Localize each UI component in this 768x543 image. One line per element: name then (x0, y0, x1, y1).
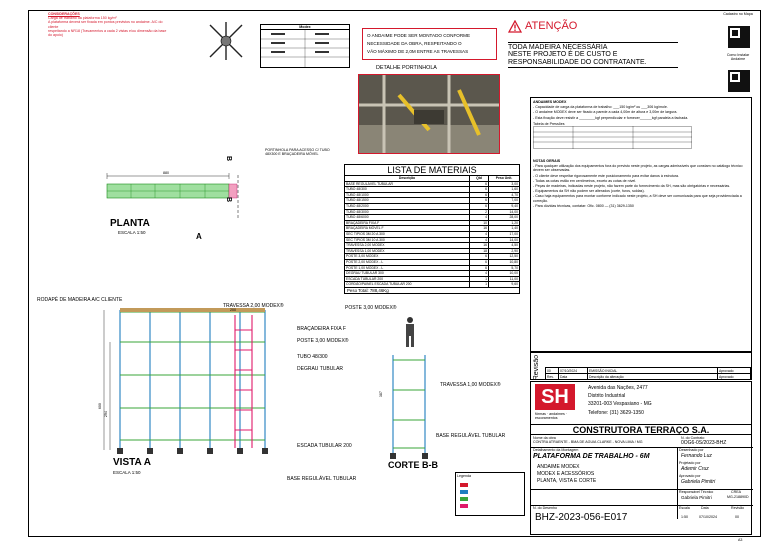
note-line: - Todas as cotas estão em centímetros, exceto as cotas de nível. (533, 178, 637, 183)
considerations-line: Carga de trabalho da plataforma 150 kg/m² (48, 16, 117, 21)
materials-cell: SEC TIPIOS 3M 10 A 300 (345, 237, 470, 243)
materials-cell: 1,20 (489, 220, 520, 226)
materials-cell: TRAVESSA 2,00 MODEX (345, 243, 470, 249)
materials-cell: 4,50 (489, 243, 520, 249)
modex-table (260, 24, 350, 68)
date-label: Data (701, 506, 709, 510)
materials-cell: POSTE 3,00 MODEX (345, 254, 470, 260)
materials-cell: 1,60 (489, 187, 520, 193)
worker-figure (402, 316, 418, 348)
cut-b-dimension: 387 (378, 391, 383, 398)
title-block (530, 435, 752, 535)
materials-cell: BASE REGULÁVEL TUBULAR (345, 181, 470, 187)
company-address-1: Avenida das Nações, 2477 (588, 385, 648, 391)
revision-table (545, 367, 751, 380)
date-value: 07/10/2024 (699, 515, 717, 519)
sh-logo: SH (535, 384, 575, 410)
materials-cell: 6 (470, 203, 489, 209)
materials-cell: TUBO 48/3000 (345, 209, 470, 215)
label-base-cut-b: BASE REGULÁVEL TUBULAR (436, 433, 506, 439)
cut-b-marker-bottom: B (225, 196, 233, 203)
contract-value: 0OG6-0S/2023-BHZ (681, 440, 727, 446)
note-line: - Equipamentos da SH não podem ser alterados (corte, furos, soldas). (533, 189, 645, 194)
materials-cell: 1 (470, 282, 489, 288)
attention-line: RESPONSABILIDADE DO CONTRATANTE. (508, 58, 647, 66)
company-block (530, 381, 752, 425)
plan-scale: ESCALA 1:50 (118, 230, 146, 235)
materials-cell: TUBO 48/1000 (345, 192, 470, 198)
materials-cell: 2 (470, 209, 489, 215)
note-line: - Para dúvidas técnicas, contatar: Ofic. 0800 — (31) 3629-1350 (533, 203, 634, 208)
label-degrau: DEGRAU TUBULAR (297, 366, 344, 372)
revision-header: Aprovado (718, 374, 751, 380)
materials-cell: TUBO 48/1500 (345, 198, 470, 204)
revision-cell: Aprovado (718, 368, 751, 374)
materials-cell: 7,00 (489, 198, 520, 204)
contract-label: N. do Contrato (681, 436, 705, 440)
materials-cell: TUBO 48/300 (345, 187, 470, 193)
notes-block (530, 97, 752, 352)
materials-cell: 1 (470, 276, 489, 282)
note-line: - Esta fixação deve resistir a ________kgf perpendicular e fornecer______kgf paralela a fachada. (533, 115, 689, 120)
resp-label: Responsável Técnico (679, 490, 714, 494)
materials-cell: DEGRAU TUBULAR 300 (345, 271, 470, 277)
warning-line: NECESSIDADE DA OBRA, RESPEITANDO O (367, 41, 462, 46)
materials-cell: 12,50 (489, 254, 520, 260)
attention-title: ATENÇÃO (525, 20, 578, 32)
pressure-table-title: Tabela de Pressões (533, 121, 565, 126)
view-a-dimension-total: 600 (97, 403, 102, 410)
detail-photo-drawing (359, 75, 499, 153)
materials-cell: TUBO 48/6000 (345, 215, 470, 221)
rev-value: 00 (735, 515, 739, 519)
note-line: - Capacidade de carga da plataforma de trabalho: ___150 kg/m² ou ___306 kg/mole. (533, 105, 668, 110)
cut-b-title: CORTE B-B (388, 460, 438, 470)
materials-cell: 4 (470, 215, 489, 221)
notes-section-title: ANDAIMES MODEX (533, 100, 567, 104)
materials-cell: 1,40 (489, 226, 520, 232)
plan-title: PLANTA (110, 218, 150, 229)
company-address-2: Distrito Industrial (588, 393, 626, 399)
materials-row (345, 282, 520, 288)
note-line: - O cliente deve respeitar rigorosamente este posicionamento para evitar danos à estrutura. (533, 173, 680, 178)
revision-block (530, 352, 752, 380)
materials-header: Qtd (470, 176, 489, 182)
materials-cell: BRAÇADEIRA FIXA F (345, 220, 470, 226)
qr-code-map[interactable] (728, 26, 750, 48)
materials-cell: POSTE 1,00 MODEX - L (345, 265, 470, 271)
detail-title: DETALHE PORTINHOLA (376, 65, 437, 71)
label-rodape: RODAPÉ DE MADEIRA A/C CLIENTE (37, 297, 123, 303)
materials-cell: 4 (470, 271, 489, 277)
project-item: MODEX E ACESSÓRIOS (537, 471, 595, 477)
label-poste-3-view-a: POSTE 3,00 MODEX® (297, 338, 349, 344)
label-base-view-a: BASE REGULÁVEL TUBULAR (287, 476, 357, 482)
check-value: Gabriela Pimitri (681, 479, 716, 485)
materials-cell: TRAVESSA 1,00 MODEX (345, 248, 470, 254)
label-travessa-1: TRAVESSA 1,00 MODEX® (440, 382, 501, 388)
notes-section-title: NOTAS GERAIS (533, 159, 561, 164)
materials-cell: ESCADA TUBULAR 200 (345, 276, 470, 282)
rev-label: Revisão (731, 506, 744, 510)
considerations-title: CONSIDERAÇÕES (48, 12, 80, 16)
materials-cell: 3,00 (489, 181, 520, 187)
materials-cell: 16 (470, 226, 489, 232)
qr-label-bottom: Como Instalar Andaime (726, 53, 750, 62)
materials-total: Peso Total: 788,46Kg (344, 288, 520, 294)
client-name: CONSTRUTORA TERRAÇO S.A. (530, 425, 752, 435)
plan-dimension: 880 (163, 171, 169, 175)
materials-header: Descrição (345, 176, 470, 182)
project-value: PLATAFORMA DE TRABALHO - 6M (533, 453, 650, 460)
cut-b-marker-top: B (225, 155, 233, 162)
materials-cell: 6 (470, 181, 489, 187)
note-line: - Peças de madeiras, indicadas neste projeto, não fazem parte do fornecimento da SH, mas são obrigatórias e necessárias. (533, 184, 731, 189)
crea-label: CREA (731, 490, 741, 494)
materials-cell: TUBO 48/2000 (345, 203, 470, 209)
revision-header: Data (559, 374, 588, 380)
label-poste-3-cut-b: POSTE 3,00 MODEX® (345, 305, 397, 311)
materials-cell: 28,00 (489, 215, 520, 221)
warning-triangle-icon (508, 20, 522, 33)
materials-cell: 2,90 (489, 248, 520, 254)
legend-swatches (456, 479, 524, 515)
revision-label: Revisão (533, 355, 540, 381)
materials-cell: 14,00 (489, 209, 520, 215)
materials-cell: 10,00 (489, 271, 520, 277)
materials-cell: 6 (470, 198, 489, 204)
note-line: - O andaime MODEX deve ser fixado a parede a cada 4,00m de altura e 3,00m de largura. (533, 110, 678, 115)
plan-note: PORTINHOLA PARA ACESSO C/ TUBO 48X300 E BRAÇADEIRA MÓVEL (265, 148, 330, 157)
note-line: - Para qualquer utilização dos equipamentos fora do previsto neste projeto, as cargas admissíveis que constam no catálogo técnico devem ser observadas. (533, 164, 743, 173)
sheet-format: A3 (738, 538, 743, 542)
plan-view-drawing (95, 170, 245, 220)
design-value: Ademir Cruz (681, 466, 709, 472)
materials-cell: 10,80 (489, 259, 520, 265)
cut-b-drawing (385, 340, 435, 460)
materials-list (344, 164, 520, 294)
resp-value: Gabriela Pimitri (681, 495, 712, 500)
materials-cell: 5,70 (489, 265, 520, 271)
materials-cell: POSTE 2,00 MODEX - L (345, 259, 470, 265)
obra-label: Nome da obra (533, 436, 556, 440)
legend-box (455, 472, 525, 516)
drawn-value: Fernando Luz (681, 453, 712, 459)
project-label: Detalhamento da Montagem (533, 448, 579, 452)
materials-cell: 6 (470, 265, 489, 271)
design-label: Projetado por (679, 461, 701, 465)
materials-cell: 4,70 (489, 192, 520, 198)
revision-header: Rev. (546, 374, 559, 380)
pressure-table (533, 126, 693, 150)
materials-cell: 6 (470, 254, 489, 260)
drawn-label: Desenhado por (679, 448, 704, 452)
modex-table-grid (261, 30, 349, 68)
materials-title: LISTA DE MATERIAIS (344, 164, 520, 175)
materials-cell: 4 (470, 237, 489, 243)
materials-cell: 6 (470, 192, 489, 198)
revision-cell: 00 (546, 368, 559, 374)
label-travessa-2: TRAVESSA 2,00 MODEX® (223, 303, 284, 309)
view-a-title: VISTA A (113, 457, 151, 468)
materials-cell: BRAÇADEIRA MÓVEL F (345, 226, 470, 232)
considerations-block (48, 12, 168, 37)
view-a-dimension-b: 200 (230, 308, 236, 312)
materials-header: Peso Unit. (489, 176, 520, 182)
company-tagline: fôrmas · andaimes · escoramentos (535, 412, 567, 421)
detail-photo (358, 74, 500, 154)
materials-cell: SEC TIPIOS 3M 20 A 300 (345, 231, 470, 237)
materials-cell: 4 (470, 231, 489, 237)
crea-value: MG-218890D (727, 495, 749, 499)
drawing-label: N. do Desenho (533, 506, 557, 510)
cut-a-marker: A (196, 232, 202, 241)
revision-cell: EMISSÃO INICIAL (588, 368, 718, 374)
materials-cell: 10 (470, 220, 489, 226)
materials-cell: 9,40 (489, 203, 520, 209)
label-bracadeira: BRAÇADEIRA FIXA F (297, 326, 346, 332)
materials-cell: 6 (470, 187, 489, 193)
considerations-line: respeitando a NR18 (Travamentos a cada 2 vistas e/ou dimensão da base do apoio) (48, 28, 167, 38)
legend-title: Legenda (457, 474, 471, 478)
project-item: ANDAIME MODEX (537, 464, 580, 470)
attention-line: TODA MADEIRA NECESSÁRIA (508, 44, 608, 51)
warning-line: O ANDAIME PODE SER MONTADO CONFORME (367, 33, 471, 38)
materials-cell: 18 (470, 248, 489, 254)
node-detail-drawing (205, 20, 247, 62)
label-escada: ESCADA TUBULAR 200 (297, 443, 352, 449)
warning-box (362, 28, 497, 60)
materials-cell: 6 (470, 259, 489, 265)
materials-table (344, 175, 520, 288)
warning-line: VÃO MÁXIMO DE 2,0M ENTRE AS TRAVESSAS (367, 49, 469, 54)
scale-label: Escala (679, 506, 690, 510)
materials-cell: 9,60 (489, 282, 520, 288)
drawing-number: BHZ-2023-056-E017 (535, 512, 628, 523)
qr-code-install[interactable] (728, 70, 750, 92)
label-tubo: TUBO 48/300 (297, 354, 328, 360)
modex-table-header: Modex (261, 25, 349, 30)
project-item: PLANTA, VISTA E CORTE (537, 478, 597, 484)
check-label: Aprovado por (679, 474, 701, 478)
attention-line: NESTE PROJETO É DE CUSTO E (508, 51, 618, 59)
attention-text (508, 42, 678, 68)
view-a-dimension-part: 294 (103, 411, 108, 418)
company-phone: Telefone: (31) 3629-1350 (588, 410, 644, 416)
view-a-scale: ESCALA 1:50 (113, 470, 141, 475)
qr-label-top: Cadastro no Mapa (723, 12, 753, 16)
company-address-3: 33201-003 Vespasiano - MG (588, 401, 652, 407)
materials-cell: 16 (470, 243, 489, 249)
materials-cell: 14,00 (489, 237, 520, 243)
obra-value: CONTRA ATRAENTE - BMA DE AGUIA CLARKE - NOVA LIMA / MG (533, 440, 643, 444)
revision-cell: 07/10/2024 (559, 368, 588, 374)
materials-cell: 11,00 (489, 276, 520, 282)
revision-header: Descrição da alteração (588, 374, 718, 380)
considerations-line: A plataforma deverá ser fixada em pontos previstos no andaime. A/C do cliente (48, 20, 163, 29)
note-line: - Caso haja equipamentos para montar conforme indicado neste projeto, a SH deve ser comunicada para que seja providenciada a correção. (533, 194, 742, 203)
scale-value: 1:50 (681, 515, 688, 519)
materials-cell: 17,00 (489, 231, 520, 237)
materials-cell: CORDÃO/PAINEL ESCADA TUBULAR 200 (345, 282, 470, 288)
